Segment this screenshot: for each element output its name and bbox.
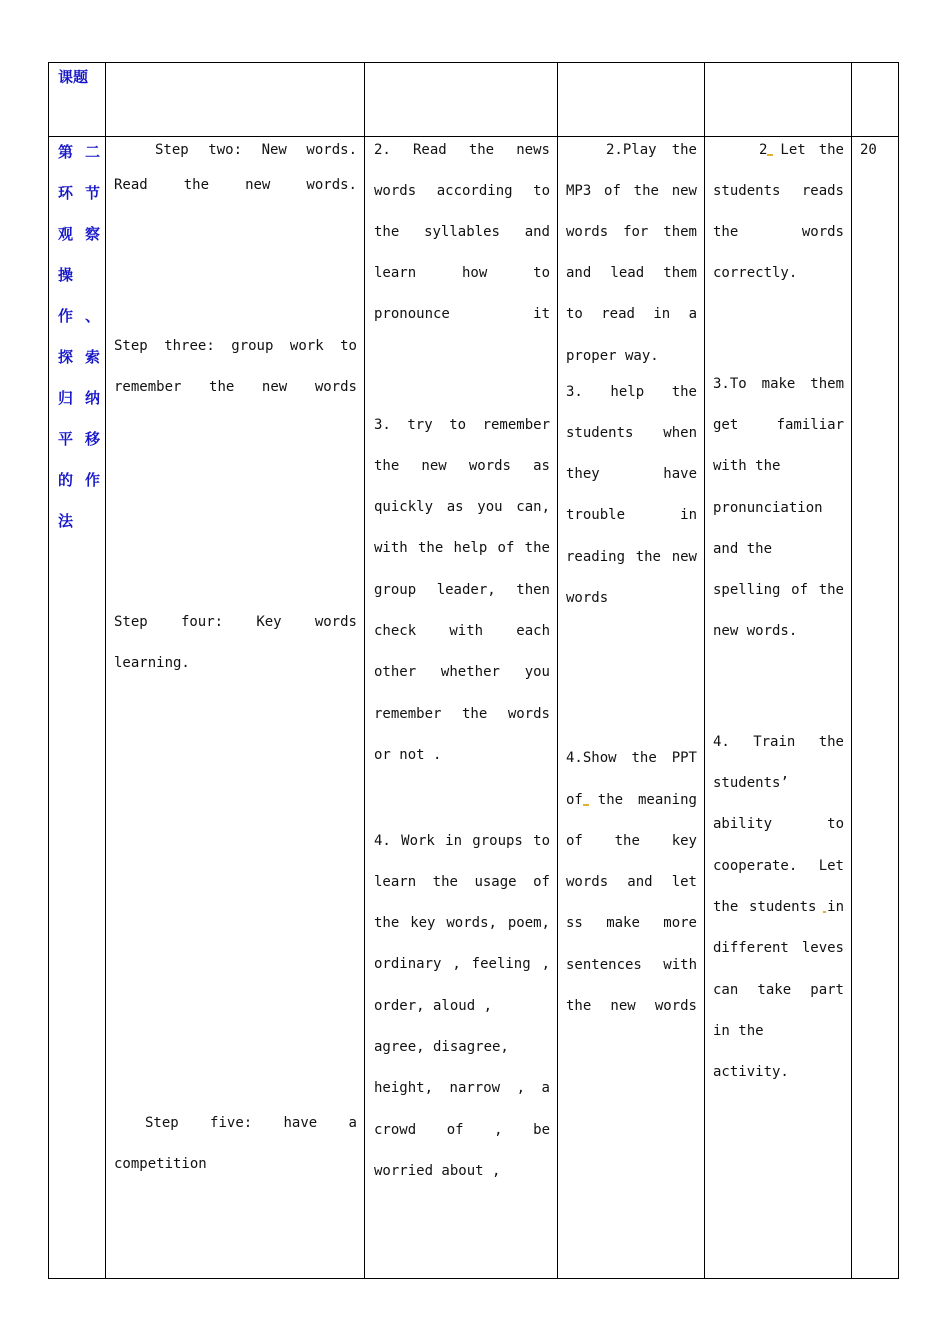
time-value: 20 <box>860 142 877 158</box>
teacher-line: sentences with <box>566 957 697 973</box>
teacher-line: trouble in <box>566 507 697 523</box>
student-line: height, narrow , a <box>374 1080 550 1096</box>
table-right-border <box>898 62 899 1279</box>
student-line: other whether you <box>374 664 550 680</box>
purpose-line: students’ <box>713 775 789 791</box>
student-line: ordinary , feeling , <box>374 956 550 972</box>
edit-mark <box>823 911 826 913</box>
section-heading-line: 作 、 <box>58 307 100 325</box>
purpose-line: new words. <box>713 623 798 639</box>
edit-mark <box>767 154 773 156</box>
purpose-line: and the <box>713 541 773 557</box>
section-heading-line: 的 作 <box>58 471 100 489</box>
step3-line: remember the new words <box>114 379 357 395</box>
teacher-line: of the meaning <box>566 792 697 808</box>
teacher-line: and lead them <box>566 265 697 281</box>
purpose-line: cooperate. Let <box>713 858 844 874</box>
teacher-line: 3. help the <box>566 384 697 400</box>
section-heading-line: 环 节 <box>58 184 100 202</box>
section-heading-line: 法 <box>58 512 74 530</box>
teacher-line: they have <box>566 466 697 482</box>
student-line: order, aloud , <box>374 998 493 1014</box>
student-line: worried about , <box>374 1163 501 1179</box>
student-line: check with each <box>374 623 550 639</box>
teacher-line: words for them <box>566 224 697 240</box>
purpose-line: correctly. <box>713 265 798 281</box>
purpose-line: ability to <box>713 816 844 832</box>
student-line: learn how to <box>374 265 550 281</box>
student-line: the key words, poem, <box>374 915 550 931</box>
section-heading-line: 探 索 <box>58 348 100 366</box>
column-divider-2 <box>364 62 365 1279</box>
purpose-line: the words <box>713 224 844 240</box>
step2-title: Step two: New words. <box>155 142 357 158</box>
purpose-line: 3.To make them <box>713 376 844 392</box>
table-bottom-border <box>48 1278 899 1279</box>
teacher-line: of the key <box>566 833 697 849</box>
student-line: 2. Read the news <box>374 142 550 158</box>
teacher-line: 4.Show the PPT <box>566 750 697 766</box>
step4-line: Step four: Key words <box>114 614 357 630</box>
student-line: words according to <box>374 183 550 199</box>
teacher-line: words and let <box>566 874 697 890</box>
purpose-line: pronunciation <box>713 500 823 516</box>
table-top-border <box>48 62 899 63</box>
header-cell-topic: 课题 <box>58 68 89 86</box>
teacher-line: proper way. <box>566 348 659 364</box>
step5-line: competition <box>114 1156 207 1172</box>
student-line: pronounce it <box>374 306 550 322</box>
step2-text: Read the new words. <box>114 177 357 193</box>
purpose-line: 4. Train the <box>713 734 844 750</box>
student-line: remember the words <box>374 706 550 722</box>
student-line: 4. Work in groups to <box>374 833 550 849</box>
column-divider-1 <box>105 62 106 1279</box>
purpose-line: in the <box>713 1023 764 1039</box>
teacher-line: ss make more <box>566 915 697 931</box>
teacher-line: reading the new <box>566 549 697 565</box>
student-line: 3. try to remember <box>374 417 550 433</box>
student-line: agree, disagree, <box>374 1039 509 1055</box>
purpose-line: get familiar <box>713 417 844 433</box>
section-heading-line: 操 <box>58 266 74 284</box>
student-line: with the help of the <box>374 540 550 556</box>
teacher-line: MP3 of the new <box>566 183 697 199</box>
purpose-line: 2 Let the <box>759 142 844 158</box>
student-line: quickly as you can, <box>374 499 550 515</box>
column-divider-5 <box>851 62 852 1279</box>
edit-mark <box>583 804 589 806</box>
teacher-line: 2.Play the <box>606 142 697 158</box>
section-heading-line: 观 察 <box>58 225 100 243</box>
student-line: crowd of , be <box>374 1122 550 1138</box>
purpose-line: spelling of the <box>713 582 844 598</box>
section-heading-line: 第 二 <box>58 143 100 161</box>
step5-line: Step five: have a <box>145 1115 357 1131</box>
table-left-border <box>48 62 49 1279</box>
student-line: group leader, then <box>374 582 550 598</box>
student-line: the new words as <box>374 458 550 474</box>
teacher-line: students when <box>566 425 697 441</box>
teacher-line: the new words <box>566 998 697 1014</box>
student-line: or not . <box>374 747 442 763</box>
purpose-line: activity. <box>713 1064 789 1080</box>
step4-line: learning. <box>114 655 190 671</box>
column-divider-3 <box>557 62 558 1279</box>
purpose-line: the students in <box>713 899 844 915</box>
step3-line: Step three: group work to <box>114 338 357 354</box>
purpose-line: can take part <box>713 982 844 998</box>
section-heading-line: 归 纳 <box>58 389 100 407</box>
purpose-line: different leves <box>713 940 844 956</box>
student-line: learn the usage of <box>374 874 550 890</box>
student-line: the syllables and <box>374 224 550 240</box>
purpose-line: with the <box>713 458 781 474</box>
purpose-line: students reads <box>713 183 844 199</box>
teacher-line: words <box>566 590 609 606</box>
column-divider-4 <box>704 62 705 1279</box>
header-row-divider <box>48 136 899 137</box>
section-heading-line: 平 移 <box>58 430 100 448</box>
teacher-line: to read in a <box>566 306 697 322</box>
